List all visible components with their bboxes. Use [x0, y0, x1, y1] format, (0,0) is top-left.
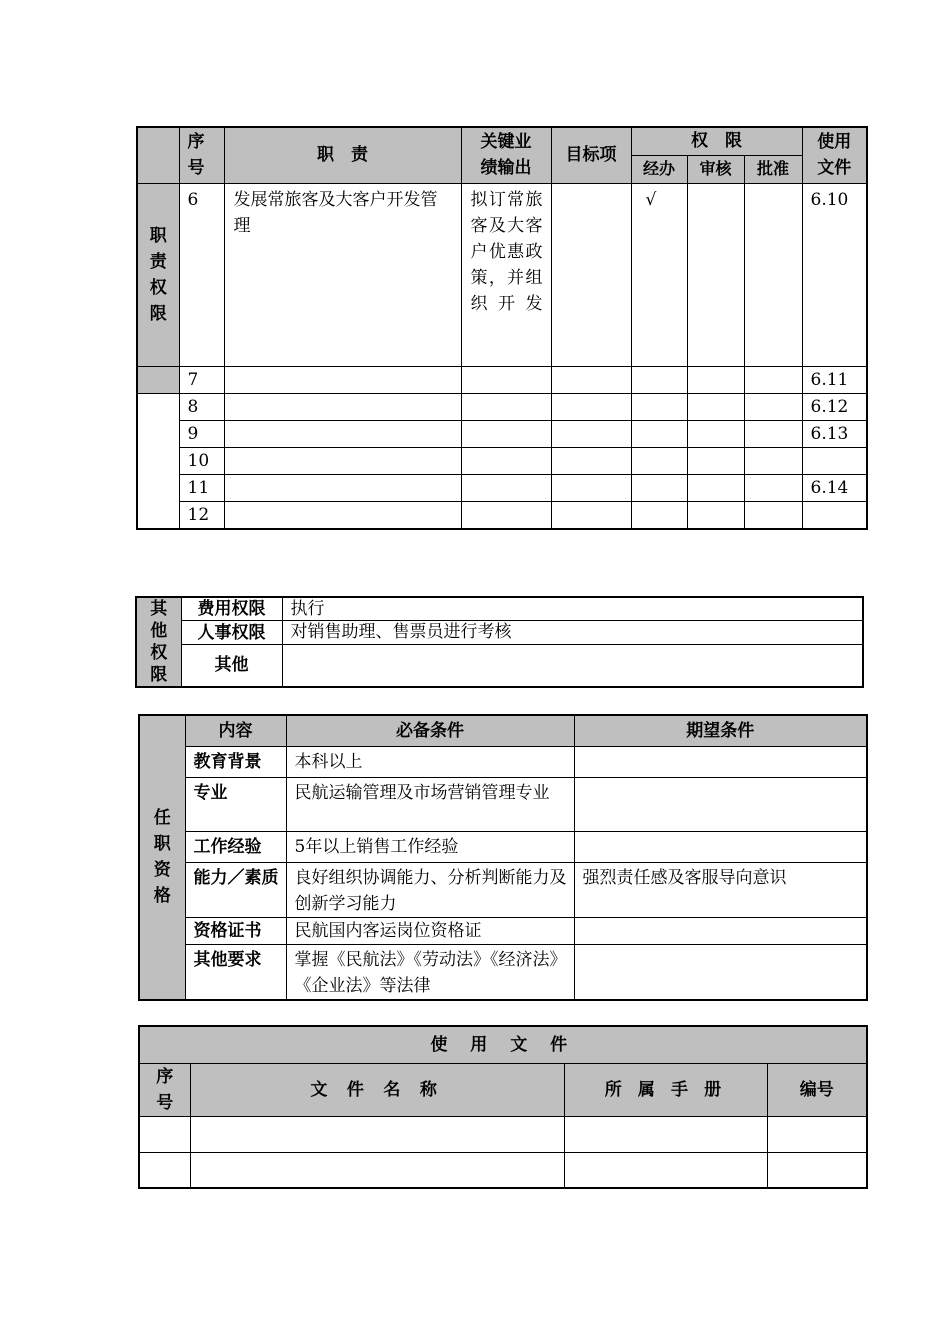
row-duty: 发展常旅客及大客户开发管理 — [224, 183, 461, 366]
row-kpo — [461, 420, 551, 447]
row-kpo: 拟订常旅客及大客户优惠政策，并组织开发 — [461, 183, 551, 366]
row-doc: 6.10 — [802, 183, 867, 366]
row-review — [687, 501, 744, 529]
qual-label: 教育背景 — [185, 746, 286, 777]
row-target — [551, 366, 631, 393]
row-duty — [224, 366, 461, 393]
qual-desired — [574, 944, 867, 1000]
other-authority-table — [135, 596, 864, 688]
row-doc — [802, 447, 867, 474]
qualification-side-label: 任 职 资 格 — [139, 715, 185, 1000]
row-target — [551, 501, 631, 529]
table-row — [137, 183, 867, 366]
table-row — [137, 393, 867, 420]
target-header: 目标项 — [551, 127, 631, 183]
seq-header: 序 号 — [179, 127, 224, 183]
qual-label: 专业 — [185, 777, 286, 831]
qualification-table — [138, 714, 868, 1001]
other-row-label: 其他 — [181, 644, 282, 687]
required-header: 必备条件 — [286, 715, 574, 746]
row-duty — [224, 501, 461, 529]
qual-required: 5年以上销售工作经验 — [286, 831, 574, 862]
documents-table — [138, 1025, 868, 1189]
table-row — [137, 366, 867, 393]
row-seq: 12 — [179, 501, 224, 529]
table-row — [137, 420, 867, 447]
qual-required: 掌握《民航法》《劳动法》《经济法》《企业法》等法律 — [286, 944, 574, 1000]
qual-required: 良好组织协调能力、分析判断能力及创新学习能力 — [286, 862, 574, 917]
qual-required: 民航国内客运岗位资格证 — [286, 917, 574, 944]
review-header: 审核 — [687, 155, 744, 183]
content-header: 内容 — [185, 715, 286, 746]
row-review — [687, 420, 744, 447]
qual-label: 工作经验 — [185, 831, 286, 862]
row-kpo — [461, 447, 551, 474]
doc-seq — [139, 1152, 190, 1188]
other-row-label: 人事权限 — [181, 621, 282, 644]
qual-desired — [574, 777, 867, 831]
row-handle — [631, 501, 687, 529]
doc-seq-header: 序 号 — [139, 1063, 190, 1116]
doc-code-header: 编号 — [767, 1063, 867, 1116]
doc-name-header: 文 件 名 称 — [190, 1063, 564, 1116]
duty-header: 职 责 — [224, 127, 461, 183]
row-review — [687, 183, 744, 366]
qual-required: 民航运输管理及市场营销管理专业 — [286, 777, 574, 831]
row-seq: 9 — [179, 420, 224, 447]
other-row-value: 执行 — [282, 597, 863, 621]
row-kpo — [461, 474, 551, 501]
other-row-value: 对销售助理、售票员进行考核 — [282, 621, 863, 644]
row-kpo — [461, 393, 551, 420]
row-handle — [631, 366, 687, 393]
qual-label: 能力／素质 — [185, 862, 286, 917]
row-target — [551, 420, 631, 447]
other-side-label: 其 他 权 限 — [136, 597, 181, 687]
row-handle — [631, 420, 687, 447]
duty-table — [136, 126, 868, 530]
row-seq: 11 — [179, 474, 224, 501]
doc-name — [190, 1116, 564, 1152]
handle-header: 经办 — [631, 155, 687, 183]
table-row — [139, 1152, 867, 1188]
table-row — [137, 447, 867, 474]
doc-seq — [139, 1116, 190, 1152]
table-row — [137, 501, 867, 529]
row-duty — [224, 393, 461, 420]
doc-header: 使用 文件 — [802, 127, 867, 183]
qual-desired — [574, 917, 867, 944]
doc-code — [767, 1152, 867, 1188]
kpo-header: 关键业 绩输出 — [461, 127, 551, 183]
row-doc — [802, 501, 867, 529]
row-seq: 8 — [179, 393, 224, 420]
qual-desired — [574, 746, 867, 777]
row-review — [687, 366, 744, 393]
doc-manual — [564, 1116, 767, 1152]
row-review — [687, 447, 744, 474]
doc-code — [767, 1116, 867, 1152]
row-review — [687, 393, 744, 420]
row-handle — [631, 393, 687, 420]
side-blank — [137, 393, 179, 529]
row-target — [551, 183, 631, 366]
row-approve — [744, 474, 802, 501]
other-row-value — [282, 644, 863, 687]
desired-header: 期望条件 — [574, 715, 867, 746]
qual-label: 资格证书 — [185, 917, 286, 944]
row-seq: 7 — [179, 366, 224, 393]
qual-desired: 强烈责任感及客服导向意识 — [574, 862, 867, 917]
row-approve — [744, 447, 802, 474]
row-approve — [744, 393, 802, 420]
row-duty — [224, 474, 461, 501]
row-handle: √ — [631, 183, 687, 366]
row-approve — [744, 501, 802, 529]
row-doc: 6.13 — [802, 420, 867, 447]
row-duty — [224, 447, 461, 474]
row-kpo — [461, 501, 551, 529]
row-doc: 6.12 — [802, 393, 867, 420]
row-handle — [631, 447, 687, 474]
row-target — [551, 474, 631, 501]
table-row — [139, 1116, 867, 1152]
doc-name — [190, 1152, 564, 1188]
row-handle — [631, 474, 687, 501]
row-approve — [744, 366, 802, 393]
authority-header: 权 限 — [631, 127, 802, 155]
table-row — [137, 474, 867, 501]
qual-label: 其他要求 — [185, 944, 286, 1000]
row-doc: 6.11 — [802, 366, 867, 393]
row-approve — [744, 420, 802, 447]
row-target — [551, 447, 631, 474]
approve-header: 批准 — [744, 155, 802, 183]
doc-manual — [564, 1152, 767, 1188]
row-duty — [224, 420, 461, 447]
other-row-label: 费用权限 — [181, 597, 282, 621]
side-cell — [137, 366, 179, 393]
duty-side-label: 职 责 权 限 — [137, 183, 179, 366]
qual-desired — [574, 831, 867, 862]
row-review — [687, 474, 744, 501]
row-target — [551, 393, 631, 420]
header-corner — [137, 127, 179, 183]
documents-title: 使 用 文 件 — [139, 1026, 867, 1063]
row-kpo — [461, 366, 551, 393]
row-seq: 10 — [179, 447, 224, 474]
row-seq: 6 — [179, 183, 224, 366]
qual-required: 本科以上 — [286, 746, 574, 777]
row-approve — [744, 183, 802, 366]
doc-manual-header: 所 属 手 册 — [564, 1063, 767, 1116]
row-doc: 6.14 — [802, 474, 867, 501]
